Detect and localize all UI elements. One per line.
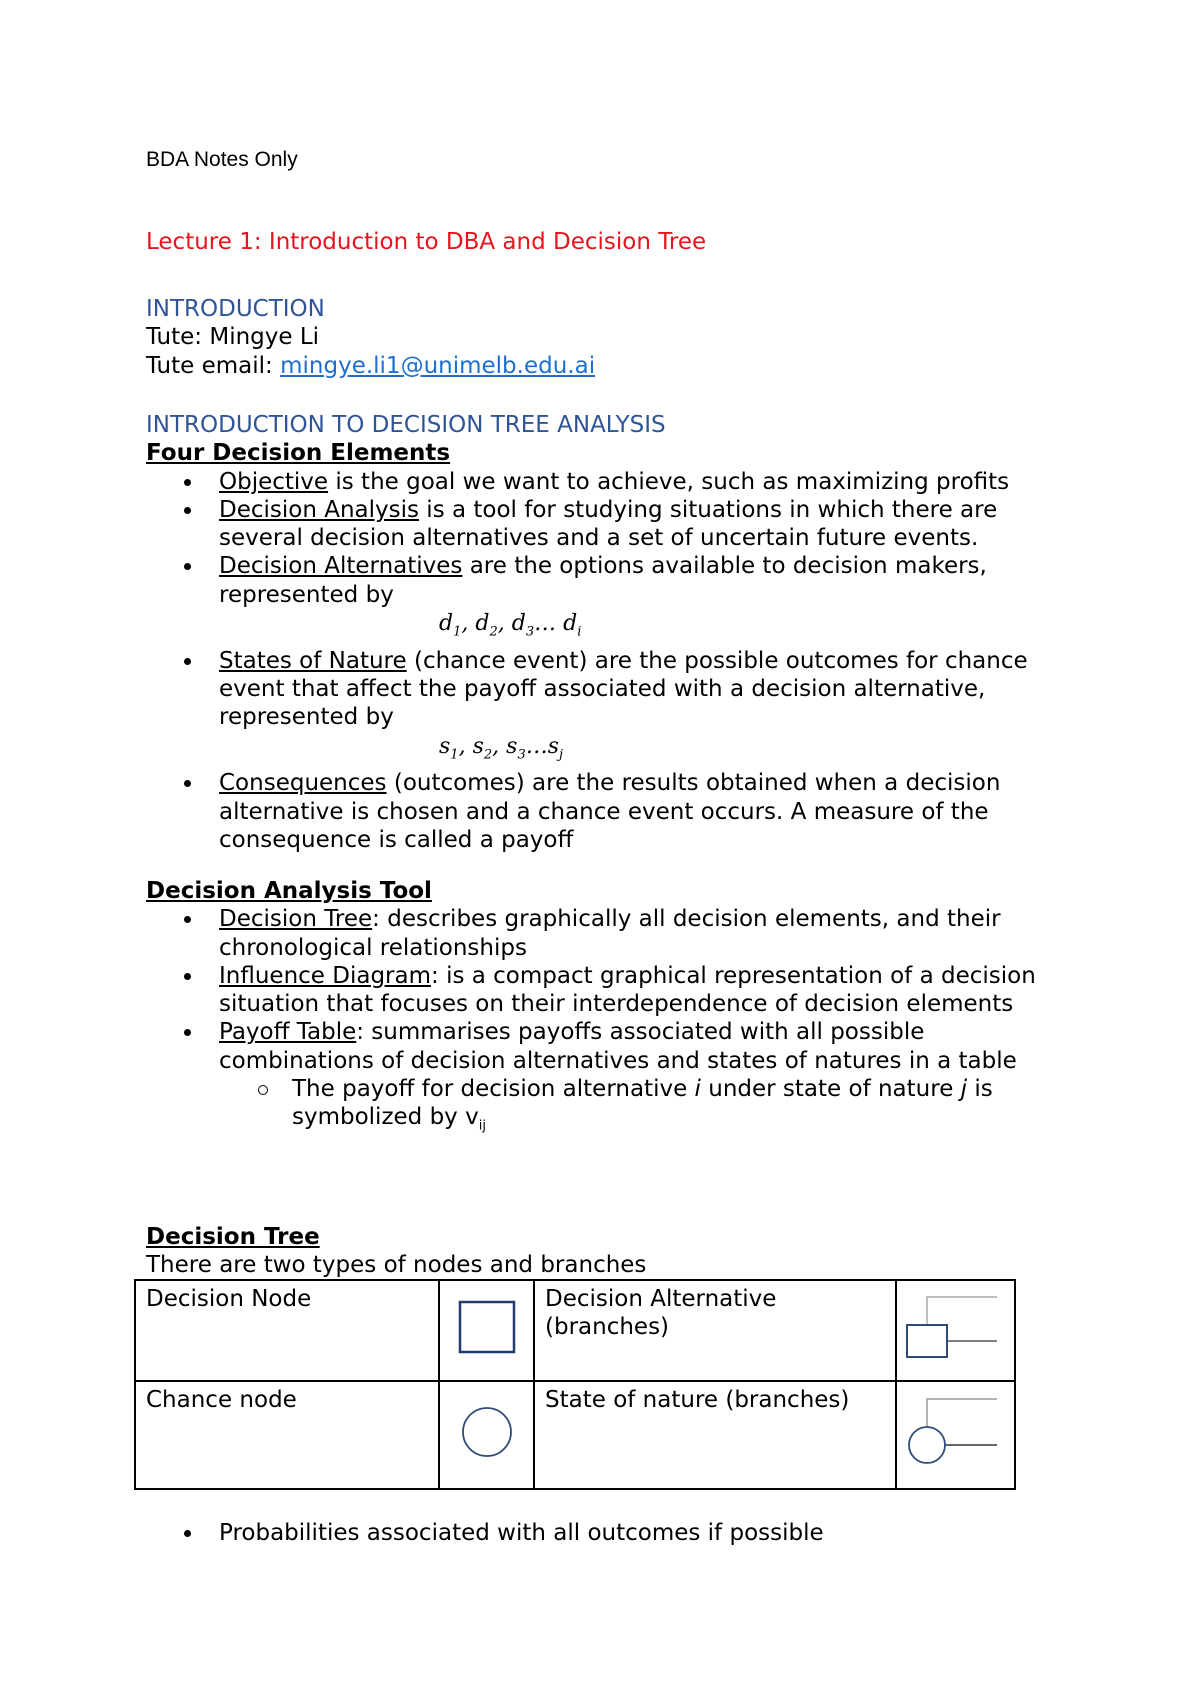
cell-node: Decision Node <box>135 1280 439 1381</box>
text: under state of nature <box>700 1076 961 1103</box>
list-item <box>146 496 1086 553</box>
tool-heading: Decision Analysis Tool <box>146 878 432 904</box>
intro-heading: INTRODUCTION <box>146 296 325 322</box>
cell-icon <box>439 1381 534 1489</box>
d-notation-text: $d_1$, $d_2$, $d_3\dots$ $d_i$ <box>439 611 582 640</box>
dta-heading: INTRODUCTION TO DECISION TREE ANALYSIS <box>146 412 666 438</box>
term: Payoff Table <box>219 1019 357 1046</box>
circle-node-icon <box>457 1402 517 1462</box>
s-notation-text: $s_1$, $s_2$, $s_3\dots s_j$ <box>439 733 564 763</box>
node-types-table <box>134 1279 1016 1490</box>
square-node-icon <box>457 1299 517 1355</box>
four-elements-list <box>146 468 1086 855</box>
tool-list <box>146 905 1086 1141</box>
email-link[interactable]: mingye.li1@unimelb.edu.ai <box>280 352 596 379</box>
cell-branch-icon <box>896 1381 1015 1489</box>
definition: : summarises payoffs associated with all possible combinations of decision alternatives and states of natures in a table <box>219 1019 1017 1074</box>
table-row <box>135 1381 1015 1489</box>
term: States of Nature <box>219 647 407 674</box>
list-item: Probabilities associated with all outcomes if possible <box>146 1519 1086 1547</box>
dta-section <box>146 411 1086 854</box>
term: Objective <box>219 468 329 495</box>
tree-section <box>146 1223 1086 1280</box>
var-i: i <box>694 1076 701 1103</box>
text: is symbolized by v <box>292 1076 993 1131</box>
definition: : is a compact graphical representation of a decision situation that focuses on their interdependence of decision elements <box>219 962 1036 1018</box>
term: Decision Analysis <box>219 496 419 523</box>
cell-branch-icon <box>896 1280 1015 1381</box>
final-list <box>146 1519 1086 1547</box>
subscript: ij <box>478 1118 486 1134</box>
sub-list-item <box>146 1075 1086 1141</box>
cell-branch: Decision Alternative (branches) <box>534 1280 896 1381</box>
definition: is the goal we want to achieve, such as maximizing profits <box>328 468 1010 495</box>
text: The payoff for decision alternative <box>292 1076 695 1103</box>
term: Consequences <box>219 770 387 797</box>
term: Influence Diagram <box>219 962 432 989</box>
cell-branch: State of nature (branches) <box>534 1381 896 1489</box>
cell-icon <box>439 1280 534 1381</box>
term: Decision Alternatives <box>219 553 463 580</box>
list-item <box>146 468 1086 496</box>
chance-branches-icon <box>897 1387 1007 1477</box>
d-notation <box>219 609 1086 647</box>
intro-section <box>146 295 1086 380</box>
document-header: BDA Notes Only <box>146 148 298 171</box>
definition: is a tool for studying situations in which there are several decision alternatives and a set of uncertain future events. <box>219 496 998 552</box>
definition: are the options available to decision makers, represented by <box>219 553 987 608</box>
lecture-title: Lecture 1: Introduction to DBA and Decision Tree <box>146 229 707 255</box>
list-item <box>146 905 1086 962</box>
list-item <box>146 552 1086 646</box>
cell-node: Chance node <box>135 1381 439 1489</box>
s-notation <box>219 732 1086 770</box>
list-item <box>146 962 1086 1019</box>
tree-heading: Decision Tree <box>146 1224 320 1250</box>
email-label: Tute email: <box>146 352 281 379</box>
four-elements-heading: Four Decision Elements <box>146 440 451 467</box>
list-item <box>146 769 1086 854</box>
list-item <box>146 1018 1086 1075</box>
final-section <box>146 1519 1086 1547</box>
tool-section <box>146 877 1086 1141</box>
table-row <box>135 1280 1015 1381</box>
tute-name: Tute: Mingye Li <box>146 324 320 351</box>
definition: (outcomes) are the results obtained when a decision alternative is chosen and a chance event occurs. A measure of the consequence is called a payoff <box>219 770 1001 853</box>
definition: : describes graphically all decision elements, and their chronological relationships <box>219 906 1001 961</box>
tree-intro: There are two types of nodes and branches <box>146 1252 647 1279</box>
tute-email-line <box>146 352 1086 380</box>
var-j: j <box>960 1076 968 1103</box>
decision-branches-icon <box>897 1287 1007 1367</box>
definition: (chance event) are the possible outcomes for chance event that affect the payoff associated with a decision alternative, represented by <box>219 647 1028 731</box>
term: Decision Tree <box>219 906 373 933</box>
list-item <box>146 647 1086 770</box>
